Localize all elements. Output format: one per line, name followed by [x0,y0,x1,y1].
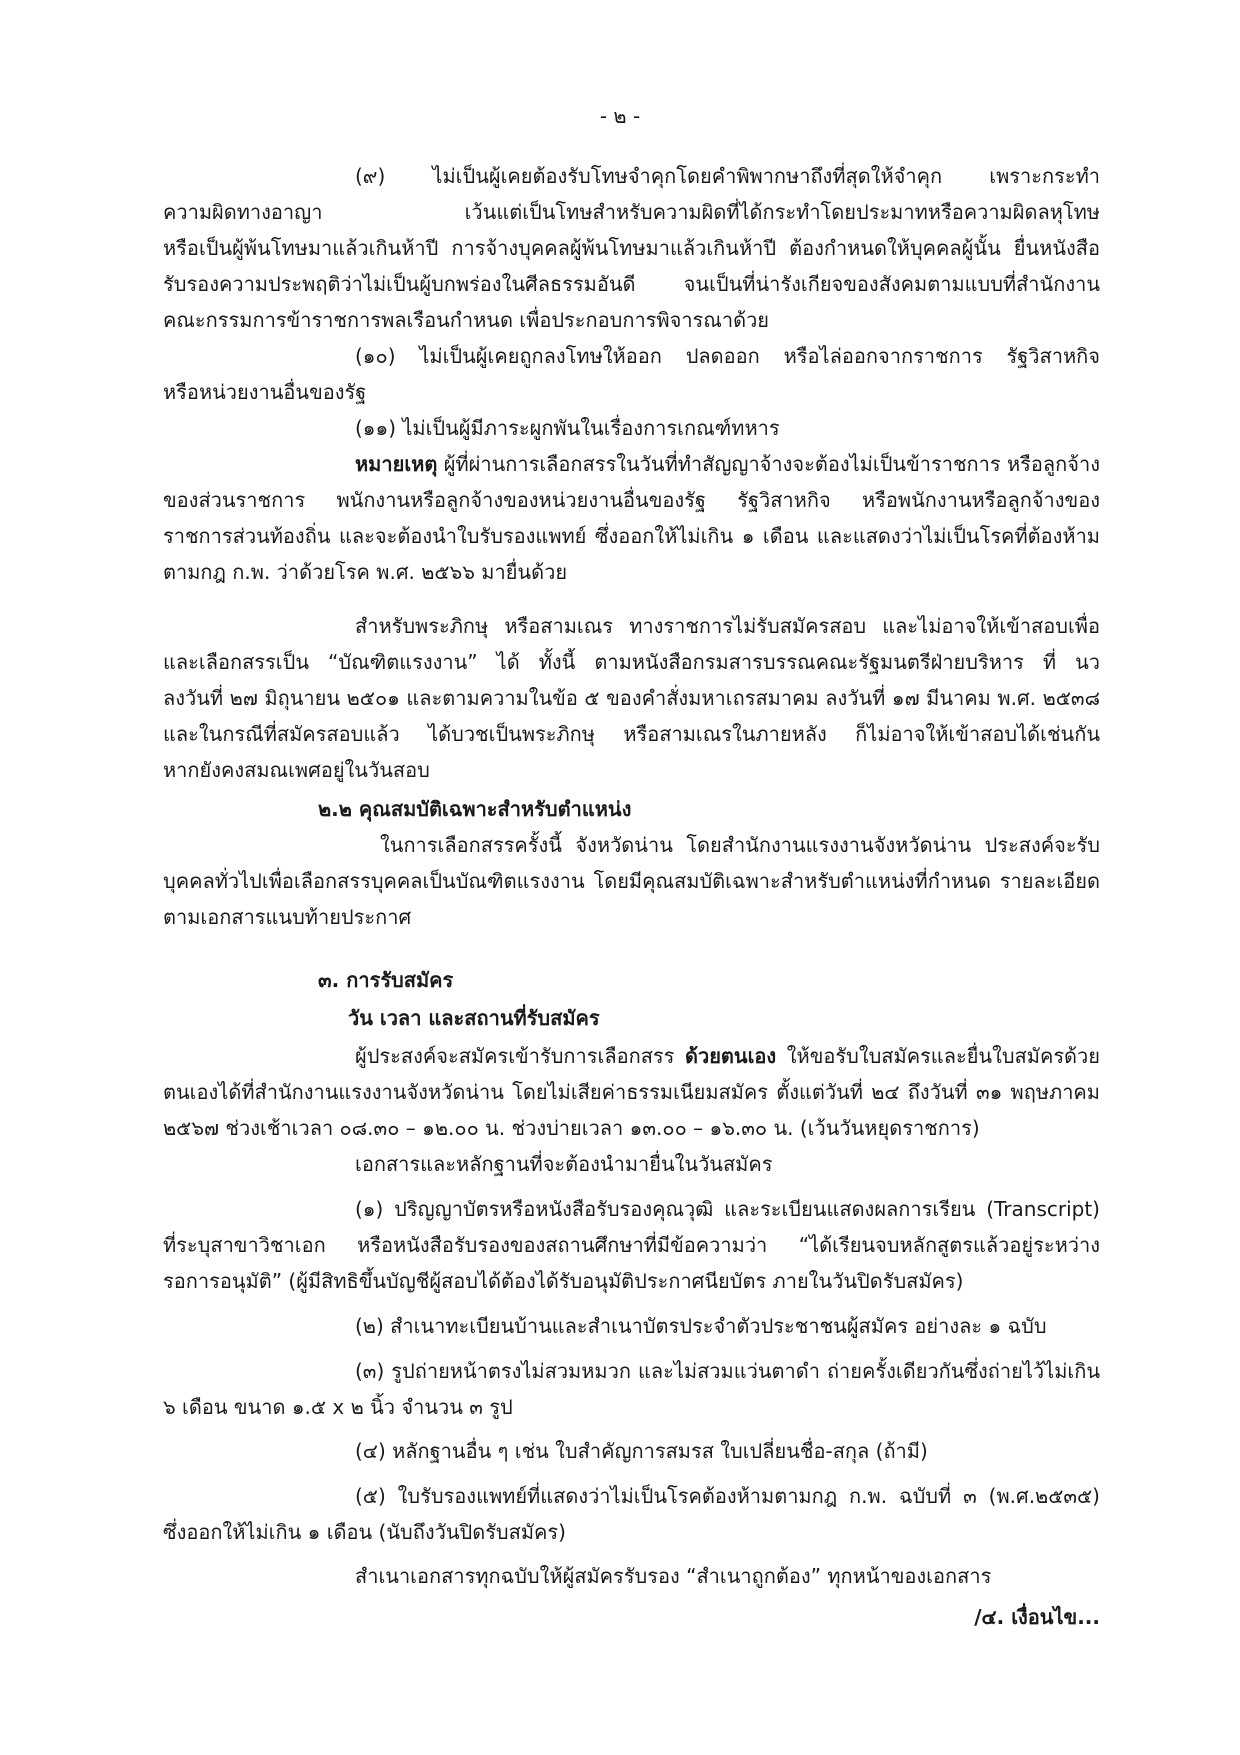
docs-intro: เอกสารและหลักฐานที่จะต้องนำมายื่นในวันสมัคร [355,1152,773,1176]
doc1-line1: (๑) ปริญญาบัตรหรือหนังสือรับรองคุณวุฒิ และระเบียนแสดงผลการเรียน (Transcript) [355,1197,1100,1221]
continuation-marker: /๔. เงื่อนไข... [974,1605,1100,1629]
doc5-line2: ซึ่งออกให้ไม่เกิน ๑ เดือน (นับถึงวันปิดรับสมัคร) [163,1520,566,1544]
para9-line5: คณะกรรมการข้าราชการพลเรือนกำหนด เพื่อประกอบการพิจารณาด้วย [163,308,770,332]
sec3-line1 [355,1042,1100,1070]
monk-line1: สำหรับพระภิกษุ หรือสามเณร ทางราชการไม่รับสมัครสอบ และไม่อาจให้เข้าสอบเพื่อ [355,614,1100,638]
sec3-heading: ๓. การรับสมัคร [318,968,454,992]
sec3-line1-a: ผู้ประสงค์จะสมัครเข้ารับการเลือกสรร [355,1044,675,1068]
monk-line4: และในกรณีที่สมัครสอบแล้ว ได้บวชเป็นพระภิกษุ หรือสามเณรในภายหลัง ก็ไม่อาจให้เข้าสอบได้เช่นกัน [163,722,1100,746]
sec22-line1: ในการเลือกสรรครั้งนี้ จังหวัดน่าน โดยสำนักงานแรงงานจังหวัดน่าน ประสงค์จะรับ [380,833,1100,857]
doc1-line2: ที่ระบุสาขาวิชาเอก หรือหนังสือรับรองของสถานศึกษาที่มีข้อความว่า “ได้เรียนจบหลักสูตรแล้วอยู่ระหว่าง [163,1233,1100,1257]
para9-line4: รับรองความประพฤติว่าไม่เป็นผู้บกพร่องในศีลธรรมอันดี จนเป็นที่น่ารังเกียจของสังคมตามแบบที่สำนักงาน [163,272,1100,296]
sec22-line2: บุคคลทั่วไปเพื่อเลือกสรรบุคคลเป็นบัณฑิตแรงงาน โดยมีคุณสมบัติเฉพาะสำหรับตำแหน่งที่กำหนด รายละเอียด [163,869,1100,893]
doc4: (๔) หลักฐานอื่น ๆ เช่น ใบสำคัญการสมรส ใบเปลี่ยนชื่อ-สกุล (ถ้ามี) [355,1439,928,1463]
doc1-line3: รอการอนุมัติ” (ผู้มีสิทธิขึ้นบัญชีผู้สอบได้ต้องได้รับอนุมัติประกาศนียบัตร ภายในวันปิดรับสมัคร) [163,1269,964,1293]
monk-line5: หากยังคงสมณเพศอยู่ในวันสอบ [163,758,430,782]
sec3-line1-c: ให้ขอรับใบสมัครและยื่นใบสมัครด้วย [786,1044,1100,1068]
para9-line1: (๙) ไม่เป็นผู้เคยต้องรับโทษจำคุกโดยคำพิพากษาถึงที่สุดให้จำคุก เพราะกระทำ [355,164,1100,188]
sec3-line3: ๒๕๖๗ ช่วงเช้าเวลา ๐๘.๓๐ – ๑๒.๐๐ น. ช่วงบ่ายเวลา ๑๓.๐๐ – ๑๖.๓๐ น. (เว้นวันหยุดราชการ) [163,1116,980,1140]
sec3-line2: ตนเองได้ที่สำนักงานแรงงานจังหวัดน่าน โดยไม่เสียค่าธรรมเนียมสมัคร ตั้งแต่วันที่ ๒๔ ถึงวันที่ ๓๑ พฤษภาคม [163,1080,1100,1104]
page-number: - ๒ - [599,104,641,128]
note-line1-text: ผู้ที่ผ่านการเลือกสรรในวันที่ทำสัญญาจ้างจะต้องไม่เป็นข้าราชการ หรือลูกจ้าง [443,452,1100,476]
sec3-line1-b: ด้วยตนเอง [684,1044,777,1068]
sec22-heading: ๒.๒ คุณสมบัติเฉพาะสำหรับตำแหน่ง [318,797,632,821]
doc5-line1: (๕) ใบรับรองแพทย์ที่แสดงว่าไม่เป็นโรคต้องห้ามตามกฎ ก.พ. ฉบับที่ ๓ (พ.ศ.๒๕๓๕) [355,1484,1100,1508]
monk-line2: และเลือกสรรเป็น “บัณฑิตแรงงาน” ได้ ทั้งนี้ ตามหนังสือกรมสารบรรณคณะรัฐมนตรีฝ่ายบริหาร ที่ นว [163,650,1100,674]
note-line4: ตามกฎ ก.พ. ว่าด้วยโรค พ.ศ. ๒๕๖๖ มายื่นด้วย [163,560,568,584]
note-label: หมายเหตุ [355,452,438,476]
note-line2: ของส่วนราชการ พนักงานหรือลูกจ้างของหน่วยงานอื่นของรัฐ รัฐวิสาหกิจ หรือพนักงานหรือลูกจ้างของ [163,488,1100,512]
sec22-line3: ตามเอกสารแนบท้ายประกาศ [163,905,412,929]
para9-line2: ความผิดทางอาญา เว้นแต่เป็นโทษสำหรับความผิดที่ได้กระทำโดยประมาทหรือความผิดลหุโทษ [163,200,1100,224]
monk-line3: ลงวันที่ ๒๗ มิถุนายน ๒๕๐๑ และตามความในข้อ ๕ ของคำสั่งมหาเถรสมาคม ลงวันที่ ๑๗ มีนาคม พ.ศ. ๒๕๓๘ [163,686,1100,710]
note-line3: ราชการส่วนท้องถิ่น และจะต้องนำใบรับรองแพทย์ ซึ่งออกให้ไม่เกิน ๑ เดือน และแสดงว่าไม่เป็นโรคที่ต้องห้าม [163,524,1100,548]
doc3-line2: ๖ เดือน ขนาด ๑.๕ x ๒ นิ้ว จำนวน ๓ รูป [163,1395,513,1419]
note-line1 [355,450,1100,478]
copy-note: สำเนาเอกสารทุกฉบับให้ผู้สมัครรับรอง “สำเนาถูกต้อง” ทุกหน้าของเอกสาร [355,1564,992,1588]
para11-line1: (๑๑) ไม่เป็นผู้มีภาระผูกพันในเรื่องการเกณฑ์ทหาร [355,416,780,440]
para9-line3: หรือเป็นผู้พ้นโทษมาแล้วเกินห้าปี การจ้างบุคคลผู้พ้นโทษมาแล้วเกินห้าปี ต้องกำหนดให้บุคคลผู้นั้น ยื่นหนังสือ [163,236,1100,260]
doc2: (๒) สำเนาทะเบียนบ้านและสำเนาบัตรประจำตัวประชาชนผู้สมัคร อย่างละ ๑ ฉบับ [355,1314,1047,1338]
sec3-subheading: วัน เวลา และสถานที่รับสมัคร [348,1006,600,1030]
para10-line1: (๑๐) ไม่เป็นผู้เคยถูกลงโทษให้ออก ปลดออก หรือไล่ออกจากราชการ รัฐวิสาหกิจ [355,344,1100,368]
para10-line2: หรือหน่วยงานอื่นของรัฐ [163,380,367,404]
doc3-line1: (๓) รูปถ่ายหน้าตรงไม่สวมหมวก และไม่สวมแว่นตาดำ ถ่ายครั้งเดียวกันซึ่งถ่ายไว้ไม่เกิน [355,1359,1100,1383]
